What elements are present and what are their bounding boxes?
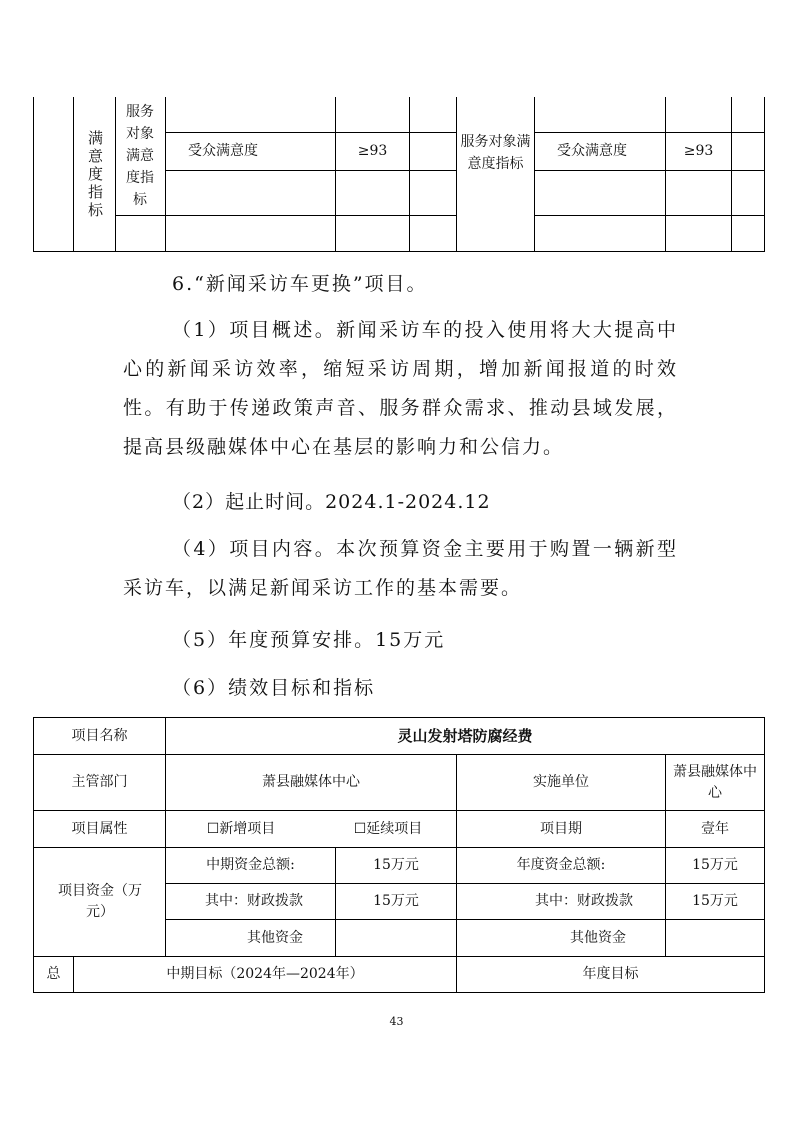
audience-satisfaction-value: ≥93 <box>357 143 388 159</box>
service-target-satisfaction-label: 服务对象满意度指标 <box>126 104 154 208</box>
implementing-unit-label: 实施单位 <box>533 774 589 790</box>
audience-satisfaction-label-2: 受众满意度 <box>557 143 627 159</box>
supervising-dept-value: 萧县融媒体中心 <box>262 774 360 790</box>
annual-budget-paragraph: （5）年度预算安排。15万元 <box>172 629 446 651</box>
project-overview-paragraph: （1）项目概述。新闻采访车的投入使用将大大提高中心的新闻采访效率，缩短采访周期，增加新闻报道的时效性。有助于传递政策声音、服务群众需求、推动县域发展，提高县级融媒体中心在基层的影响力和公信力。 <box>123 319 678 458</box>
project-funds-label: 项目资金（万元） <box>58 883 142 920</box>
annual-total-funds-label: 年度资金总额: <box>516 857 606 873</box>
fiscal-appropriation-value: 15万元 <box>373 893 419 909</box>
start-end-time-paragraph: （2）起止时间。2024.1-2024.12 <box>172 491 491 513</box>
fiscal-appropriation-value-2: 15万元 <box>692 893 738 909</box>
audience-satisfaction-label: 受众满意度 <box>188 143 258 159</box>
performance-targets-heading: （6）绩效目标和指标 <box>172 677 376 699</box>
other-funds-label-2: 其他资金 <box>570 929 626 946</box>
supervising-dept-label: 主管部门 <box>71 774 128 790</box>
midterm-total-funds-value: 15万元 <box>373 857 419 873</box>
new-project-checkbox[interactable]: ☐新增项目 <box>206 820 276 837</box>
project-period-label: 项目期 <box>540 820 582 837</box>
midterm-target-header: 中期目标（2024年—2024年） <box>166 966 364 982</box>
implementing-unit-value: 萧县融媒体中心 <box>673 763 757 801</box>
project-name-label: 项目名称 <box>71 727 128 744</box>
other-funds-label: 其他资金 <box>247 929 303 946</box>
satisfaction-indicator-category: 满意度指标 <box>86 130 104 220</box>
project-name-value: 灵山发射塔防腐经费 <box>397 726 533 745</box>
service-target-satisfaction-label-2: 服务对象满意度指标 <box>460 134 531 172</box>
project-content-paragraph: （4）项目内容。本次预算资金主要用于购置一辆新型采访车，以满足新闻采访工作的基本需要。 <box>123 538 678 599</box>
project-attribute-label: 项目属性 <box>71 820 128 837</box>
project-period-value: 壹年 <box>701 820 729 837</box>
continuing-project-checkbox[interactable]: ☐延续项目 <box>353 820 423 837</box>
section-heading: 6.“新闻采访车更换”项目。 <box>172 273 428 295</box>
page-number: 43 <box>389 1015 404 1028</box>
annual-total-funds-value: 15万元 <box>692 857 738 873</box>
audience-satisfaction-value-2: ≥93 <box>683 143 714 159</box>
annual-target-header: 年度目标 <box>582 966 639 982</box>
overall-label: 总 <box>46 966 61 982</box>
midterm-total-funds-label: 中期资金总额: <box>206 857 295 873</box>
fiscal-appropriation-label: 其中：财政拨款 <box>205 893 303 909</box>
fiscal-appropriation-label-2: 其中：财政拨款 <box>535 893 633 909</box>
